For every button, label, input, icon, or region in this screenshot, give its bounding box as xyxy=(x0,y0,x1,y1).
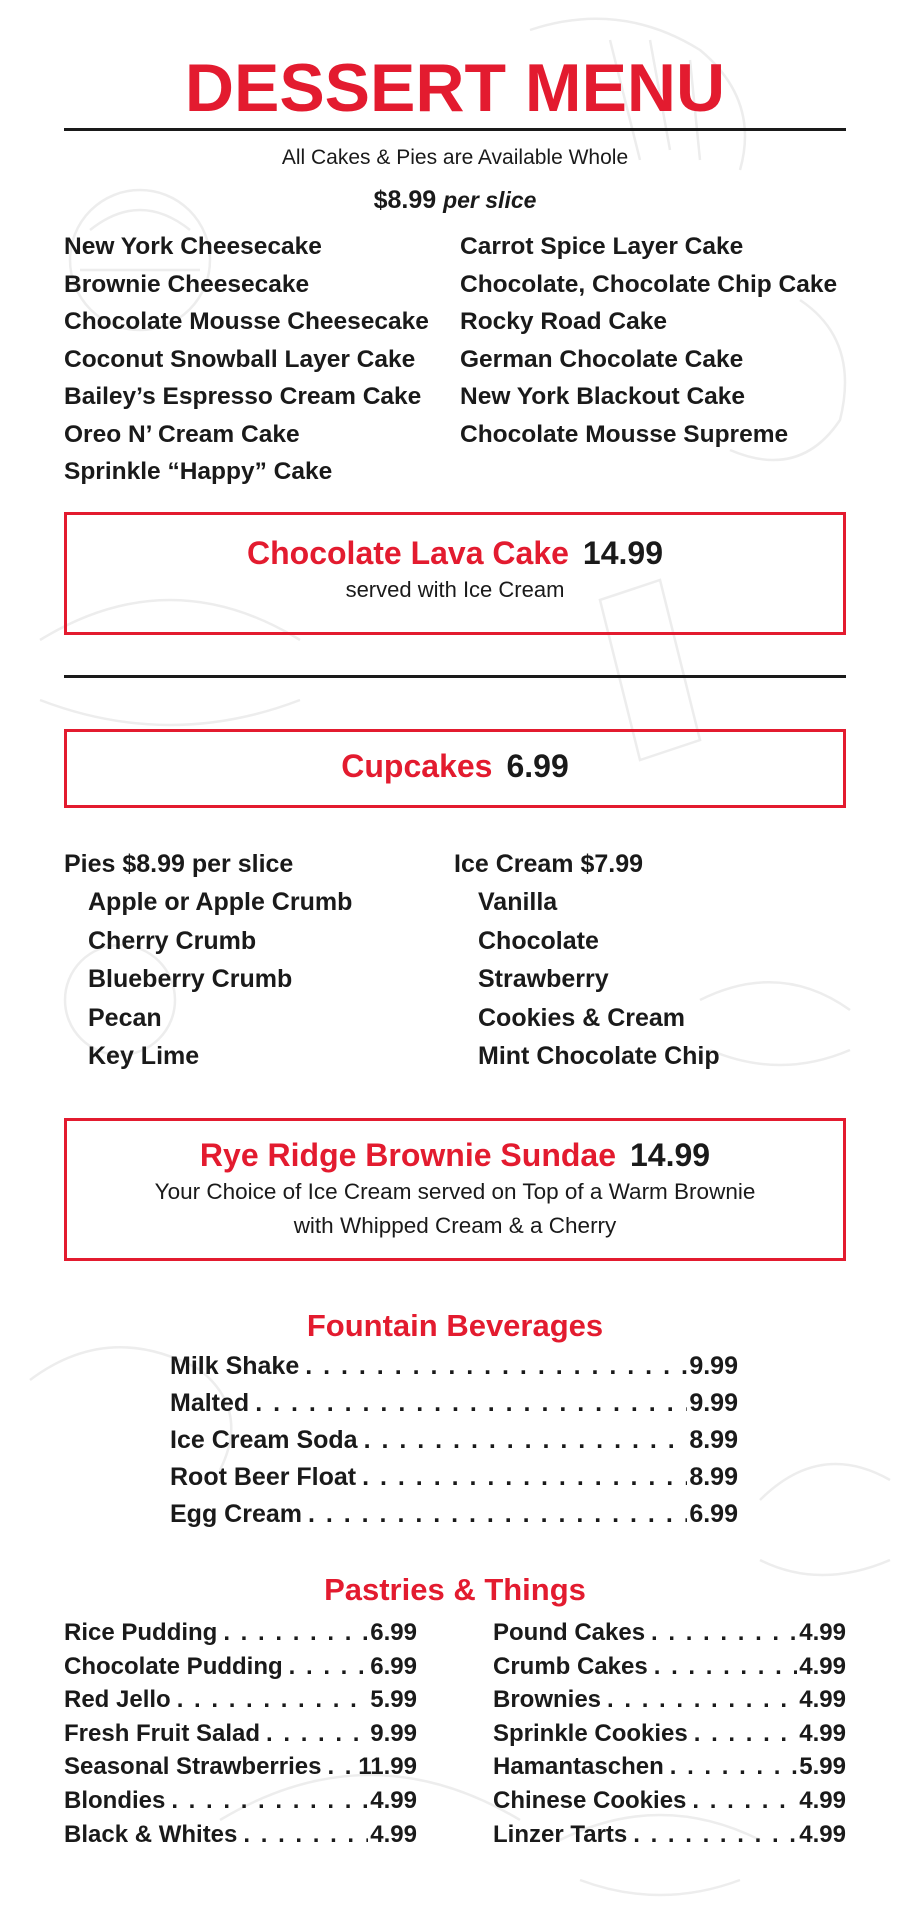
dot-leader xyxy=(266,1717,368,1751)
pastry-price: 6.99 xyxy=(370,1652,417,1680)
cupcakes-heading xyxy=(67,746,843,786)
sundae-price: 14.99 xyxy=(630,1137,711,1173)
cake-item: Bailey’s Espresso Cream Cake xyxy=(64,383,422,410)
cupcakes-name: Cupcakes xyxy=(341,748,493,784)
pastry-price: 4.99 xyxy=(799,1820,846,1848)
pastry-item xyxy=(64,1616,417,1650)
beverage-name: Ice Cream Soda xyxy=(170,1426,358,1454)
pie-item: Apple or Apple Crumb xyxy=(88,888,353,916)
cake-item: New York Cheesecake xyxy=(64,233,322,260)
pastry-item xyxy=(64,1650,417,1684)
cake-item: German Chocolate Cake xyxy=(460,345,744,373)
pie-item: Cherry Crumb xyxy=(88,926,257,955)
pastry-price: 5.99 xyxy=(799,1753,846,1781)
beverage-price: 9.99 xyxy=(689,1352,738,1380)
pastry-item xyxy=(64,1750,417,1784)
dot-leader xyxy=(305,1348,687,1385)
pastry-name: Black & Whites xyxy=(64,1820,238,1848)
pies-list xyxy=(64,845,352,1076)
sundae-heading xyxy=(67,1135,843,1175)
pastry-item xyxy=(64,1683,417,1717)
dot-leader xyxy=(607,1683,797,1717)
pastries-title: Pastries & Things xyxy=(324,1572,586,1607)
pastry-item xyxy=(493,1650,846,1684)
pastries-list-right xyxy=(493,1616,846,1851)
beverage-item xyxy=(170,1385,738,1422)
ice-cream-item: Chocolate xyxy=(478,926,599,955)
pastry-name: Chinese Cookies xyxy=(493,1786,687,1814)
pastry-name: Fresh Fruit Salad xyxy=(64,1719,261,1747)
dot-leader xyxy=(362,1459,687,1496)
pie-item: Key Lime xyxy=(88,1042,200,1071)
title-divider xyxy=(64,128,846,131)
pastry-name: Seasonal Strawberries xyxy=(64,1753,322,1781)
sundae-description-line-2: with Whipped Cream & a Cherry xyxy=(293,1213,617,1238)
beverage-item xyxy=(170,1422,738,1459)
beverage-price: 9.99 xyxy=(689,1389,738,1417)
lava-cake-description: served with Ice Cream xyxy=(345,577,565,602)
cake-item: Chocolate, Chocolate Chip Cake xyxy=(460,270,838,298)
pastry-name: Chocolate Pudding xyxy=(64,1652,283,1680)
sundae-description-line-1: Your Choice of Ice Cream served on Top of a Warm Brownie xyxy=(154,1179,756,1204)
pastry-price: 4.99 xyxy=(799,1686,846,1714)
pastry-name: Pound Cakes xyxy=(493,1619,646,1646)
pastry-name: Hamantaschen xyxy=(493,1753,664,1781)
cupcakes-price: 6.99 xyxy=(506,748,569,784)
cake-item: Chocolate Mousse Cheesecake xyxy=(64,308,429,335)
dot-leader xyxy=(289,1650,369,1684)
dot-leader xyxy=(243,1818,368,1852)
sundae-name: Rye Ridge Brownie Sundae xyxy=(199,1137,616,1173)
pastry-item xyxy=(493,1818,846,1852)
pastry-item xyxy=(493,1784,846,1818)
section-divider xyxy=(64,675,846,678)
beverage-name: Milk Shake xyxy=(170,1352,300,1380)
pastry-name: Rice Pudding xyxy=(64,1619,218,1646)
pastry-item xyxy=(64,1784,417,1818)
ice-cream-item: Vanilla xyxy=(478,888,558,916)
beverage-price: 8.99 xyxy=(689,1463,738,1491)
pastry-price: 4.99 xyxy=(799,1786,846,1814)
pastry-name: Crumb Cakes xyxy=(493,1652,648,1680)
ice-cream-item: Strawberry xyxy=(478,965,609,994)
dot-leader xyxy=(223,1616,368,1650)
cake-item: New York Blackout Cake xyxy=(460,383,746,410)
pastry-item xyxy=(493,1616,846,1650)
beverage-name: Root Beer Float xyxy=(170,1463,357,1491)
pastry-name: Linzer Tarts xyxy=(493,1820,628,1848)
ice-cream-list xyxy=(454,845,720,1076)
pastry-price: 4.99 xyxy=(370,1786,417,1814)
lava-cake-box xyxy=(64,512,846,635)
cakes-list-left xyxy=(64,228,429,491)
dot-leader xyxy=(651,1616,797,1650)
beverage-price: 6.99 xyxy=(689,1500,738,1528)
cake-item: Coconut Snowball Layer Cake xyxy=(64,345,416,373)
pastry-item xyxy=(64,1717,417,1751)
pastry-price: 4.99 xyxy=(799,1652,846,1680)
pastry-item xyxy=(493,1683,846,1717)
pastries-list-left xyxy=(64,1616,417,1851)
brownie-sundae-box xyxy=(64,1118,846,1261)
cake-item: Rocky Road Cake xyxy=(460,308,667,335)
dot-leader xyxy=(654,1650,798,1684)
ice-cream-heading: Ice Cream $7.99 xyxy=(454,850,644,878)
dot-leader xyxy=(670,1750,798,1784)
cake-item: Carrot Spice Layer Cake xyxy=(460,233,744,260)
lava-cake-name: Chocolate Lava Cake xyxy=(247,535,569,571)
pastry-price: 4.99 xyxy=(799,1619,846,1646)
pastry-price: 9.99 xyxy=(370,1719,417,1747)
dot-leader xyxy=(327,1750,356,1784)
pie-item: Pecan xyxy=(88,1003,162,1032)
dot-leader xyxy=(694,1717,798,1751)
pastry-price: 11.99 xyxy=(358,1753,417,1781)
ice-cream-item: Cookies & Cream xyxy=(478,1003,686,1032)
dot-leader xyxy=(255,1385,687,1422)
fountain-beverages-title: Fountain Beverages xyxy=(306,1308,604,1343)
dot-leader xyxy=(171,1784,368,1818)
pastry-price: 4.99 xyxy=(370,1820,417,1848)
pastry-name: Brownies xyxy=(493,1686,602,1714)
pastry-item xyxy=(493,1750,846,1784)
dot-leader xyxy=(633,1818,797,1852)
cakes-list-right xyxy=(460,228,837,453)
beverage-name: Egg Cream xyxy=(170,1500,302,1528)
pastry-price: 4.99 xyxy=(799,1719,846,1747)
dot-leader xyxy=(308,1496,687,1533)
pastry-name: Blondies xyxy=(64,1786,166,1814)
pastry-name: Red Jello xyxy=(64,1686,171,1714)
beverage-item xyxy=(170,1348,738,1385)
cake-item: Oreo N’ Cream Cake xyxy=(64,420,300,448)
slice-price-suffix: per slice xyxy=(443,187,537,213)
lava-cake-price: 14.99 xyxy=(582,535,663,571)
dot-leader xyxy=(692,1784,797,1818)
dot-leader xyxy=(177,1683,369,1717)
dot-leader xyxy=(364,1422,688,1459)
beverage-item xyxy=(170,1459,738,1496)
cupcakes-box xyxy=(64,729,846,808)
pastry-item xyxy=(64,1818,417,1852)
pastry-price: 6.99 xyxy=(370,1619,417,1646)
pastry-price: 5.99 xyxy=(370,1686,417,1714)
beverage-price: 8.99 xyxy=(689,1426,738,1454)
cake-item: Sprinkle “Happy” Cake xyxy=(64,458,333,485)
menu-title: DESSERT MENU xyxy=(184,50,726,126)
ice-cream-item: Mint Chocolate Chip xyxy=(478,1042,720,1071)
slice-price xyxy=(64,184,846,216)
pastry-item xyxy=(493,1717,846,1751)
pastry-name: Sprinkle Cookies xyxy=(493,1719,688,1747)
cake-item: Brownie Cheesecake xyxy=(64,270,310,298)
cake-item: Chocolate Mousse Supreme xyxy=(460,420,789,448)
pies-heading: Pies $8.99 per slice xyxy=(64,850,294,878)
fountain-beverages-list xyxy=(170,1348,738,1533)
beverage-name: Malted xyxy=(170,1389,250,1417)
lava-cake-heading xyxy=(67,533,843,573)
slice-price-amount: $8.99 xyxy=(373,186,437,214)
menu-subtitle: All Cakes & Pies are Available Whole xyxy=(281,146,629,169)
beverage-item xyxy=(170,1496,738,1533)
pie-item: Blueberry Crumb xyxy=(88,965,293,994)
